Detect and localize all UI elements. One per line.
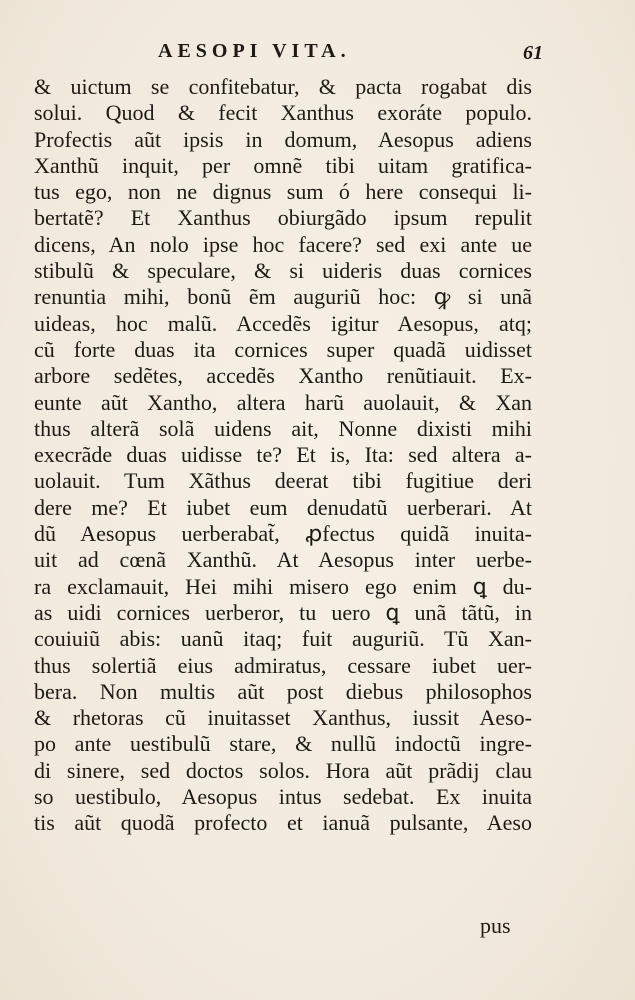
text-line: execrãde duas uidisse te? Et is, Ita: sed altera a- (34, 442, 532, 468)
text-line: thus solertiã eius admiratus, cessare iubet uer- (34, 652, 532, 678)
text-line: solui. Quod & fecit Xanthus exoráte populo. (34, 100, 532, 126)
text-line: di sinere, sed doctos solos. Hora aũt prãdij clau (34, 757, 532, 783)
text-line: so uestibulo, Aesopus intus sedebat. Ex inuita (34, 784, 532, 810)
body-text (34, 74, 532, 837)
text-line: as uidi cornices uerberor, tu uero ꝗ unã tãtũ, in (34, 599, 532, 625)
text-line: renuntia mihi, bonũ ẽm auguriũ hoc: ꝙ si unã (34, 284, 532, 310)
text-line: bera. Non multis aũt post diebus philosophos (34, 678, 532, 704)
text-line: Profectis aũt ipsis in domum, Aesopus adiens (34, 126, 532, 152)
text-line: dũ Aesopus uerberabat̃, ꝓfectus quidã inuita- (34, 521, 532, 547)
text-line: arbore sedẽtes, accedẽs Xantho renũtiauit. Ex- (34, 363, 532, 389)
catchword: pus (480, 913, 511, 938)
text-line: ra exclamauit, Hei mihi misero ego enim ꝗ du- (34, 573, 532, 599)
folio-number: 61 (523, 42, 543, 64)
text-line: po ante uestibulũ stare, & nullũ indoctũ ingre- (34, 731, 532, 757)
running-head (0, 40, 635, 70)
text-line: dicens, An nolo ipse hoc facere? sed exi ante ue (34, 231, 532, 257)
text-line: Xanthũ inquit, per omnẽ tibi uitam gratifica- (34, 152, 532, 178)
text-line: uideas, hoc malũ. Accedẽs igitur Aesopus, atq; (34, 310, 532, 336)
text-line: & uictum se confitebatur, & pacta rogabat dis (34, 74, 532, 99)
text-line: bertatẽ? Et Xanthus obiurgãdo ipsum repulit (34, 205, 532, 231)
text-line: & rhetoras cũ inuitasset Xanthus, iussit Aeso- (34, 705, 532, 731)
running-head-title: AESOPI VITA. (158, 40, 351, 62)
text-line: stibulũ & speculare, & si uideris duas cornices (34, 258, 532, 284)
text-line: uit ad cœnã Xanthũ. At Aesopus inter uerbe- (34, 547, 532, 573)
text-line: tis aũt quodã profecto et ianuã pulsante, Aeso (34, 810, 532, 836)
text-line: thus alterã solã uidens ait, Nonne dixisti mihi (34, 415, 532, 441)
text-line: dere me? Et iubet eum denudatũ uerberari. At (34, 494, 532, 520)
text-line: eunte aũt Xantho, altera harũ auolauit, & Xan (34, 389, 532, 415)
text-line: couiuiũ abis: uanũ itaq; fuit auguriũ. Tũ Xan- (34, 626, 532, 652)
text-line: cũ forte duas ita cornices super quadã uidisset (34, 336, 532, 362)
text-line: uolauit. Tum Xãthus deerat tibi fugitiue deri (34, 468, 532, 494)
text-line: tus ego, non ne dignus sum ó here consequi li- (34, 179, 532, 205)
